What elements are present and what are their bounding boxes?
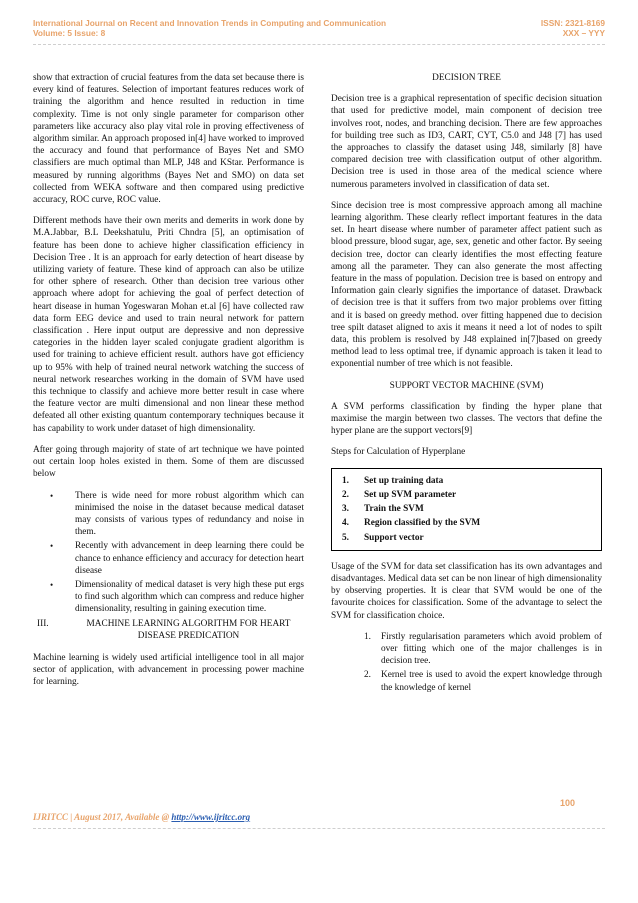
loophole-list <box>33 490 304 616</box>
hyperplane-steps-box <box>331 468 602 551</box>
bullet-icon: • <box>50 490 54 501</box>
paragraph: Decision tree is a graphical representation of specific decision situation that used for predictive model, main component of decision tree involves root, nodes, and branching decision. There are few approaches for building tree such as ID3, CART, CYT, C5.0 and J48 [7] has used the approaches to classify the dataset using J48, similarly [8] have compared decision tree with classification output of other algorithm. Decision tree is used in those area of the medical science where numerous parameters involved in classification of data set. <box>331 94 602 190</box>
step-item: 2. Set up SVM parameter <box>342 489 457 500</box>
paragraph: A SVM performs classification by finding the hyper plane that maximise the margin between two classes. The vectors that define the hyper plane are the support vectors[9] <box>331 401 602 437</box>
list-item: • Recently with advancement in deep learning there could be chance to enhance efficiency and accuracy for detection heart disease <box>50 541 305 576</box>
bullet-icon: • <box>50 541 54 552</box>
right-column <box>331 72 602 696</box>
footer-divider <box>33 828 605 829</box>
list-item: • Dimensionality of medical dataset is very high these put ergs to find such algorithm which can compress and reduce higher dimensionality, resulting in gaining execution time. <box>50 579 304 615</box>
header-divider <box>33 44 605 45</box>
left-column <box>33 72 304 698</box>
paragraph: Usage of the SVM for data set classification has its own advantages and disadvantages. Medical data set can be non linear of high dimensionality by observing properties. It is clear that SVM would be one of the favourite choices for classification. Some of the advantage to select the SVM for classification choice. <box>331 561 602 621</box>
subsection-heading: DECISION TREE <box>432 73 501 83</box>
journal-link[interactable]: http://www.ijritcc.org <box>171 812 251 822</box>
step-item: 1. Set up training data <box>342 475 444 486</box>
subsection-heading: SUPPORT VECTOR MACHINE (SVM) <box>389 380 544 391</box>
section-title: MACHINE LEARNING ALGORITHM FOR HEART DISEASE PREDICATION <box>86 618 291 641</box>
step-item: 5. Support vector <box>342 532 424 543</box>
advantage-list <box>331 631 602 694</box>
paragraph: show that extraction of crucial features from the data set because there is every kind of features. Selection of important features reduces work of training the algorithm and hence resulted in reduction in time complexity. Time is not only single parameter for comparison other parameters like accuracy also play vital role in proving effectiveness of algorithm similar. An approach proposed in[4] have worked to improved the accuracy and found that performance of Bayes Net and SMO classifiers are much optimal than MLP, J48 and KStar. Performance is measured by running algorithms (Bayes Net and SMO) on data set collected from WEKA software and then compared using predictive accuracy, ROC curve, ROC value. <box>33 73 304 206</box>
step-item: 4. Region classified by the SVM <box>342 518 481 529</box>
journal-title: International Journal on Recent and Innovation Trends in Computing and Communication <box>33 18 387 28</box>
paragraph: Different methods have their own merits and demerits in work done by M.A.Jabbar, B.L Deekshatulu, Priti Chndra [5], an optimisation of feature has been done to achieve higher classification efficiency in Decision Tree . It is an approach for early detection of heart disease by utilizing variety of feature. These kind of approach can also be utilize for other sphere of research. Other than decision tree various other approach where adopt for achieving the goal of perfect detection of heart disease in human Yogeswaran Mohan et.al [6] have collected raw data form EEG device and used to train neural network for pattern classification . Here input output are depressive and non depressive categories in the hidden layer scaled conjugate gradient algorithm is used for training to achieve efficient result. authors have got efficiency up to 95% with help of trained neural network watching the success of neural network researches working in the domain of SVM have used this technique to classify and achieve more better result in case where the feature vector are multi dimensional and non linear these method defeated all other existing quantum contemporary techniques because it has capability to work under dataset of high dimensionality. <box>33 216 304 434</box>
page-number: 100 <box>560 798 576 808</box>
page-range: XXX – YYY <box>562 28 605 38</box>
issn: ISSN: 2321-8169 <box>540 18 605 28</box>
bullet-icon: • <box>50 579 54 590</box>
list-item: • There is wide need for more robust algorithm which can minimised the noise in the dataset because medical dataset may consists of various types of redundancy and noise in them. <box>50 490 304 538</box>
paragraph: Machine learning is widely used artificial intelligence tool in all major sector of application, with advancement in processing power machine for learning. <box>33 652 304 688</box>
paragraph: Steps for Calculation of Hyperplane <box>331 447 466 458</box>
step-item: 3. Train the SVM <box>342 504 424 515</box>
list-item: 2. Kernel tree is used to avoid the expert knowledge through the knowledge of kernel <box>364 670 602 693</box>
list-item: 1. Firstly regularisation parameters which avoid problem of over fitting which one of the major challenges is in decision tree. <box>364 631 602 667</box>
paragraph: After going through majority of state of art technique we have pointed out certain loop holes existed in them. Some of them are discussed below <box>33 444 304 480</box>
section-number: III. <box>37 618 49 629</box>
paragraph: Since decision tree is most compressive approach among all machine learning algorithm. These clearly reflect important features in the data set. In heart disease where number of parameter affect patient such as blood pressure, blood sugar, age, sex, genetic and other factor. By seeing decision tree, doctor can clearly identifies the most effecting feature among all the parameter. They can also generate the most affecting feature in the mass of population. Decision tree is based on entropy and Information gain clearly signifies the importance of dataset. Drawback of decision tree is that it suffers from two major problems over fitting and it is based on greedy method. over fitting happened due to decision tree spilt dataset aligned to axis it means it need a lot of nodes to spilt data, this problem is resolved by J48 explained in[7]based on greedy method lead to less optimal tree, if dynamic approach is taken it lead to exponential number of tree which is not feasible. <box>331 200 602 370</box>
footer-text: IJRITCC | August 2017, Available @ <box>33 812 172 822</box>
footer <box>33 812 250 822</box>
journal-header <box>33 18 605 38</box>
volume-issue: Volume: 5 Issue: 8 <box>33 28 106 38</box>
section-heading <box>33 618 304 642</box>
